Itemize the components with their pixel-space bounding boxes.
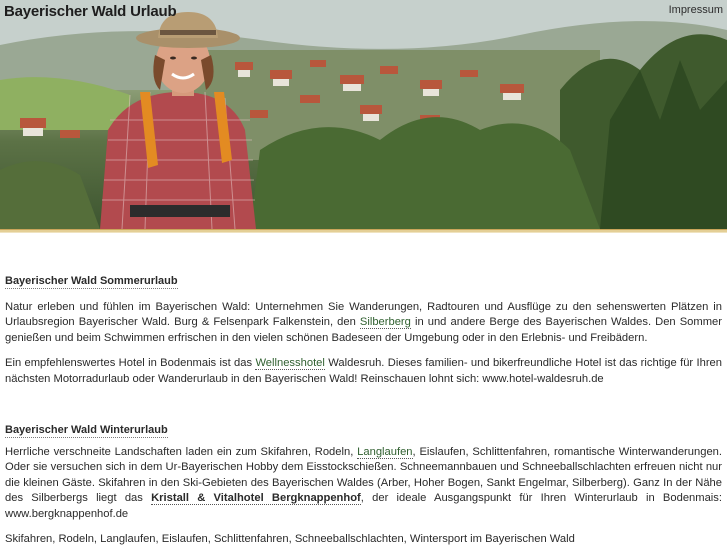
summer-paragraph-2 [5, 356, 722, 387]
summer-p2-text-b: Waldesruh. Dieses familien- und bikerfreundliche Hotel ist das richtige für Ihren nächsten Motorradurlaub oder Wanderurlaub in den Bayerischen Wald! Reinschauen lohnt sich: www.hotel-waldesruh.de [5, 357, 722, 385]
bergknappenhof-link[interactable]: Kristall & Vitalhotel Bergknappenhof [151, 492, 361, 504]
langlaufen-link[interactable]: Langlaufen [357, 445, 413, 458]
header-banner [0, 0, 727, 229]
winter-p1-text-a: Herrliche verschneite Landschaften laden ein zum Skifahren, Rodeln, [5, 445, 358, 458]
wellnesshotel-link[interactable]: Wellnesshotel [255, 357, 325, 369]
main-content [5, 234, 722, 548]
winter-p1-text-c: , der ideale Ausgangspunkt für Ihren Winterurlaub in Bodenmais: www.bergknappenhof.de [5, 492, 722, 520]
header-photo [0, 0, 727, 229]
summer-p1-text-a: Natur erleben und fühlen im Bayerischen Wald: Unternehmen Sie Wanderungen, Radtouren und Ausflüge zu den sehenswerten Plätzen in Urlaubsregion Bayerischer Wald. Burg & Felsenpark Falkenstein, den [5, 300, 722, 328]
silberberg-link[interactable]: Silberberg [359, 316, 411, 328]
header-divider [0, 229, 727, 233]
winter-heading: Bayerischer Wald Winterurlaub [5, 424, 168, 436]
summer-paragraph-1 [5, 300, 722, 347]
summer-heading: Bayerischer Wald Sommerurlaub [5, 275, 178, 287]
impressum-link[interactable]: Impressum [668, 4, 723, 16]
winter-p1-text-b: , Eislaufen, Schlittenfahren, romantische Winterwanderungen. Oder sie versuchen sich in dem Ur-Bayerischen Hobby dem Eisstockschießen. Schneemannbauen und Schneeballschlachten erfreuen nicht nur die kleinen Gäste. Skifahren in den Ski-Gebieten des Bayerischen Waldes (Arber, Hoher Bogen, Sankt Engelmar, Silberberg). Ganz In der Nähe des Silberbergs liegt das [5, 445, 722, 504]
site-title: Bayerischer Wald Urlaub [4, 3, 177, 20]
summer-p1-text-b: in und andere Berge des Bayerischen Waldes. Den Sommer genießen und beim Schwimmen erfrischen in den vielen schönen Badeseen der Umgebung oder in den Erlebnis- und Freibädern. [5, 316, 722, 344]
winter-paragraph-2: Skifahren, Rodeln, Langlaufen, Eislaufen, Schlittenfahren, Schneeballschlachten, Wintersport im Bayerischen Wald [5, 533, 575, 545]
summer-p2-text-a: Ein empfehlenswertes Hotel in Bodenmais ist das [5, 357, 256, 369]
winter-paragraph-1 [5, 445, 722, 523]
